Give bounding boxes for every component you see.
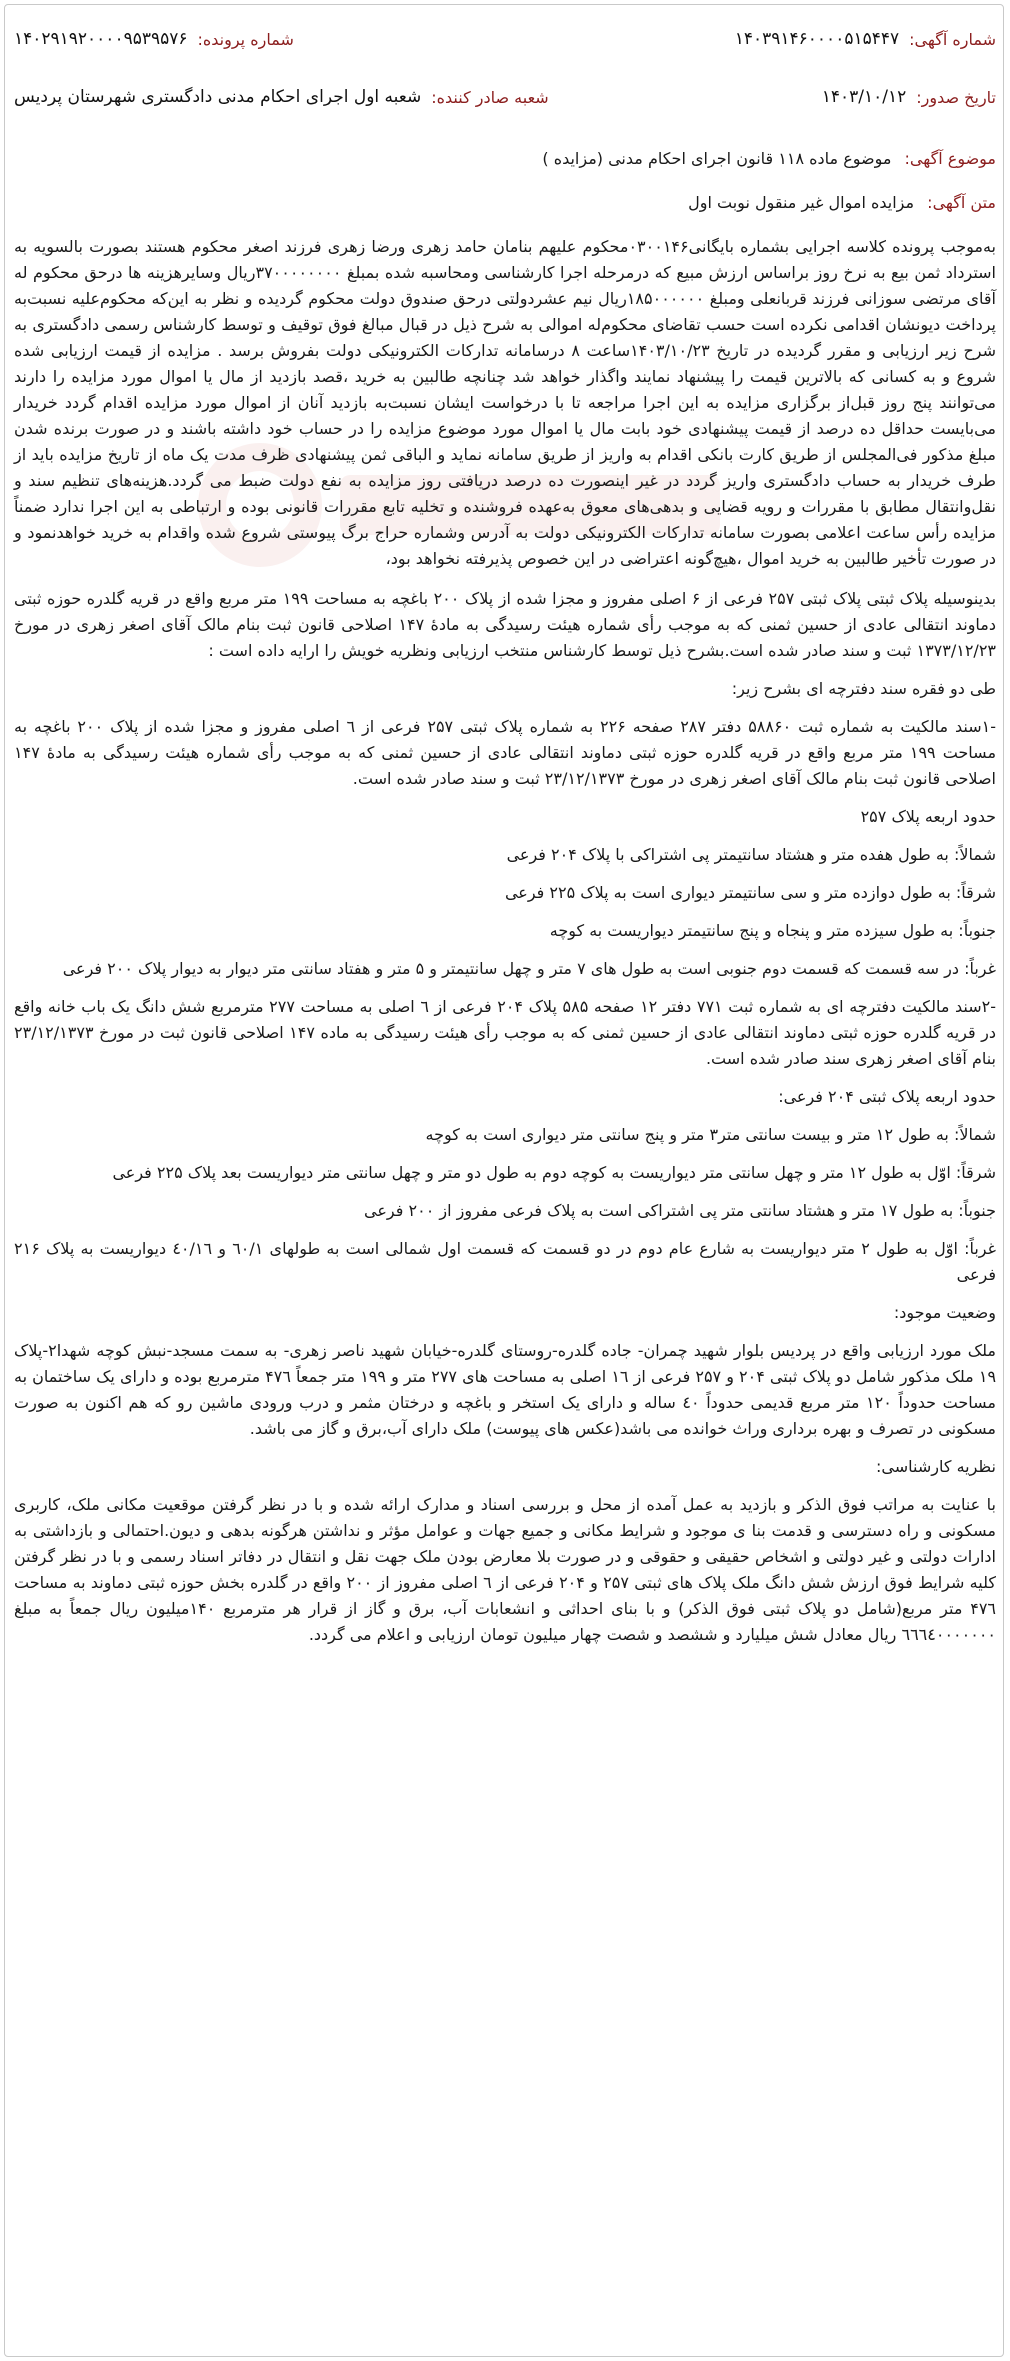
paragraph-bounds-204-east: شرقاً: اوّل به طول ۱۲ متر و چهل سانتی متر دیواریست به کوچه دوم به طول دو متر و چهل سانتی متر دیواریست بعد پلاک ۲۲۵ فرعی [112,1163,996,1182]
paragraph-bounds-257-north: شمالاً: به طول هفده متر و هشتاد سانتیمتر پی اشتراکی با پلاک ۲۰۴ فرعی [506,845,996,864]
issue-date-label: تاریخ صدور: [916,87,996,107]
paragraph-bounds-204-south: جنوباً: به طول ۱۷ متر و هشتاد سانتی متر پی اشتراکی است به پلاک فرعی مفروز از ۲۰۰ فرعی [364,1201,996,1220]
ad-text-intro [14,190,996,216]
ad-subject [14,146,996,172]
paragraph-expert-heading: نظریه کارشناسی: [876,1457,996,1476]
issuer-label: شعبه صادر کننده: [431,87,549,107]
paragraph-bounds-257-heading: حدود اربعه پلاک ۲۵۷ [860,807,996,826]
issue-date-value: ۱۴۰۳/۱۰/۱۲ [821,87,907,107]
case-number-value: ۱۴۰۲۹۱۹۲۰۰۰۰۹۵۳۹۵۷۶ [14,29,188,49]
paragraph-status-heading: وضعیت موجود: [893,1303,996,1322]
ad-number-field [735,29,996,49]
paragraph-status: ملک مورد ارزیابی واقع در پردیس بلوار شهید چمران- جاده گلدره-روستای گلدره-خیابان شهید ناصر زهری- به سمت مسجد-نبش کوچه شهدا۲-پلاک ۱۹ ملک مذکور شامل دو پلاک ثبتی ۲۰۴ و ۲۵۷ فرعی از ۱٦ اصلی به مساحت های ۲۷۷ متر و ۱۹۹ متر جمعاً ۴۷٦ مترمربع بوده و دارای یک ساختمان به مساحت حدوداً ۱۲۰ متر مربع قدیمی حدوداً ٤۰ ساله و دارای یک استخر و باغچه و درختان مثمر و درب ورودی ماشین رو که هم اکنون به صورت مسکونی در تصرف و بهره برداری وراث خوانده می باشد(عکس های پیوست) ملک دارای آب،برق و گاز می باشد. [14,1341,997,1438]
issue-date-field [822,87,996,107]
case-number-label: شماره پرونده: [197,29,294,49]
paragraph-bounds-257-east: شرقاً: به طول دوازده متر و سی سانتیمتر دیواری است به پلاک ۲۲۵ فرعی [504,883,996,902]
paragraph-deed-1: -۱سند مالکیت به شماره ثبت ۵۸۸۶۰ دفتر ۲۸۷ صفحه ۲۲۶ به شماره پلاک ثبتی ۲۵۷ فرعی از ٦ اصلی مفروز و مجزا شده از پلاک ۲۰۰ باغچه به مساحت ۱۹۹ متر مربع واقع در قریه گلدره حوزه ثبتی دماوند انتقالی عادی از حسین ثمنی که به موجب رأی شماره هیئت رسیدگی به مادهٔ ۱۴۷ اصلاحی قانون ثبت بنام مالک آقای اصغر زهری در مورخ ۲۳/۱۲/۱۳۷۳ ثبت و سند صادر شده است. [14,717,997,788]
issuer-value: شعبه اول اجرای احکام مدنی دادگستری شهرستان پردیس [14,87,422,107]
paragraph-deeds-heading: طی دو فقره سند دفترچه ای بشرح زیر: [731,679,996,698]
ad-number-label: شماره آگهی: [909,29,996,49]
ad-number-value: ۱۴۰۳۹۱۴۶۰۰۰۰۵۱۵۴۴۷ [734,29,900,49]
paragraph-expert-opinion: با عنایت به مراتب فوق الذکر و بازدید به عمل آمده از محل و بررسی اسناد و مدارک ارائه شده و با در نظر گرفتن موقعیت مکانی ملک، کاربری مسکونی و راه دسترسی و قدمت بنا ی موجود و شرایط مکانی و جمیع جهات و عوامل مؤثر و نداشتن هرگونه بدهی و دیون.احتمالی و بازداشتی به ادارات دولتی و غیر دولتی و اشخاص حقیقی و حقوقی و در صورت بلا معارض بودن ملک جهت نقل و انتقال در دفاتر اسناد رسمی و با در نظر گرفتن کلیه شرایط فوق ارزش شش دانگ ملک پلاک های ثبتی ۲۵۷ و ۲۰۴ فرعی از ٦ اصلی مفروز از ۲۰۰ واقع در گلدره بخش حوزه ثبتی دماوند به مساحت ۴۷٦ متر مربع(شامل دو پلاک ثبتی فوق الذکر) و با بنای احداثی و انشعابات آب، برق و گاز از قرار هر مترمربع ۱۴۰میلیون ریال جمعاً به مبلغ ٦٦٦٤۰۰۰۰۰۰۰ ریال معادل شش میلیارد و ششصد و شصت چهار میلیون تومان ارزیابی و اعلام می گردد. [14,1495,997,1644]
subject-value: موضوع ماده ۱۱۸ قانون اجرای احکام مدنی (مزایده ) [542,149,892,168]
ad-body [14,146,996,1660]
paragraph-bounds-257-west: غرباً: در سه قسمت که قسمت دوم جنوبی است به طول های ۷ متر و چهل سانتیمتر و ۵ متر و هفتاد سانتی متر دیوار به دیوار پلاک ۲۰۰ فرعی [62,959,996,978]
text-intro-value: مزایده اموال غیر منقول نوبت اول [688,193,915,212]
paragraph-bounds-204-heading: حدود اربعه پلاک ثبتی ۲۰۴ فرعی: [778,1087,996,1106]
header-row-bottom [14,82,996,112]
case-number-field [14,29,294,49]
paragraph-deed-2: -۲سند مالکیت دفترچه ای به شماره ثبت ۷۷۱ دفتر ۱۲ صفحه ۵۸۵ پلاک ۲۰۴ فرعی از ٦ اصلی به مساحت ۲۷۷ مترمربع شش دانگ یک باب خانه واقع در قریه گلدره حوزه ثبتی دماوند انتقالی عادی از حسین ثمنی که به موجب رأی هیئت رسیدگی به ماده ۱۴۷ اصلاحی قانون ثبت در مورخ ۲۳/۱۲/۱۳۷۳ بنام آقای اصغر زهری سند صادر شده است. [14,997,997,1068]
paragraph-bounds-204-north: شمالاً: به طول ۱۲ متر و بیست سانتی متر۳ متر و پنج سانتی متر دیواری است به کوچه [425,1125,996,1144]
paragraph-bounds-204-west: غرباً: اوّل به طول ۲ متر دیواریست به شارع عام دوم در دو قسمت که قسمت اول شمالی است به طولهای ٦۰/۱ و ٤۰/١٦ دیواریست به پلاک ۲۱۶ فرعی [14,1239,996,1284]
subject-label: موضوع آگهی: [904,149,996,168]
paragraph-bounds-257-south: جنوباً: به طول سیزده متر و پنجاه و پنج سانتیمتر دیواریست به کوچه [549,921,996,940]
text-intro-label: متن آگهی: [927,193,996,212]
issuer-field [14,87,549,107]
paragraph-property-intro: بدینوسیله پلاک ثبتی پلاک ثبتی ۲۵۷ فرعی از ۶ اصلی مفروز و مجزا شده از پلاک ۲۰۰ باغچه به مساحت ۱۹۹ متر مربع واقع در قریه گلدره حوزه ثبتی دماوند انتقالی عادی از حسین ثمنی که به موجب رأی شماره هیئت رسیدگی به مادهٔ ۱۴۷ اصلاحی قانون ثبت بنام مالک آقای اصغر زهری در مورخ ۱۳۷۳/۱۲/۲۳ ثبت و سند صادر شده است.بشرح ذیل توسط کارشناس منتخب ارزیابی ونظریه خویش را ارایه داده است : [14,589,997,660]
paragraph-auction-terms: به‌موجب پرونده کلاسه اجرایی بشماره بایگانی۰۳۰۰۱۴۶محکوم علیهم بنامان حامد زهری ورضا زهری فرزند اصغر محکوم هستند بصورت بالسویه به استرداد ثمن بیع به نرخ روز براساس ارزش مبیع که درمرحله اجرا کارشناسی ومحاسبه شده بمبلغ ۳۷۰۰۰۰۰۰۰۰ریال وسایرهزینه ها درحق محکوم له آقای مرتضی سوزانی فرزند قربانعلی ومبلغ ۱۸۵۰۰۰۰۰۰ریال نیم عشردولتی درحق صندوق دولت محکوم گردیده و نظر به این‌که محکوم‌علیه نسبت‌به پرداخت دیونشان اقدامی نکرده است حسب تقاضای محکوم‌له اموالی به شرح ذیل در قبال مبالغ فوق توقیف و توسط کارشناس رسمی دادگستری به شرح زیر ارزیابی و مقرر گردیده در تاریخ ۱۴۰۳/۱۰/۲۳ساعت ۸ درسامانه تدارکات الکترونیکی دولت بفروش برسد . مزایده از قیمت ارزیابی شده شروع و به کسانی که بالاترین قیمت را پیشنهاد نمایند واگذار خواهد شد چنانچه طالبین به خرید ،قصد بازدید از مال یا اموال مورد مزایده را دارند می‌توانند پنج روز قبل‌از برگزاری مزایده به این اجرا مراجعه تا با درخواست ایشان نسبت‌به بازدید آنان از اموال مورد مزایده اقدام گردد خریدار می‌بایست حداقل ده درصد از قیمت پیشنهادی خود بابت مال یا اموال مورد موضوع مزایده را در حساب خود داشته باشند و در صورت برنده شدن مبلغ مذکور فی‌المجلس از طریق کارت بانکی اقدام به واریز از طریق سامانه نماید و الباقی ثمن پیشنهادی ظرف مدت یک ماه از تاریخ مزایده باید از طرف خریدار به حساب دادگستری واریز گردد در غیر اینصورت ده درصد دریافتی روز مزایده به نفع دولت ضبط می گردد.هزینه‌های تنظیم سند و نقل‌وانتقال مطابق با مقررات و رویه قضایی و بدهی‌های معوق به‌عهده فروشنده و تخلیه تابع مقررات قانونی بوده و ارتباطی به این اجرا ندارد ضمناً مزایده رأس ساعت اعلامی بصورت سامانه تدارکات الکترونیکی دولت به آدرس وشماره حراج برگ پیوستی شروع شده واقدام به خرید خواهدنمود و در صورت تأخیر طالبین به خرید اموال ،هیچ‌گونه اعتراضی در این خصوص پذیرفته نخواهد بود، [14,237,997,568]
ad-header [14,24,996,144]
header-row-top [14,24,996,54]
